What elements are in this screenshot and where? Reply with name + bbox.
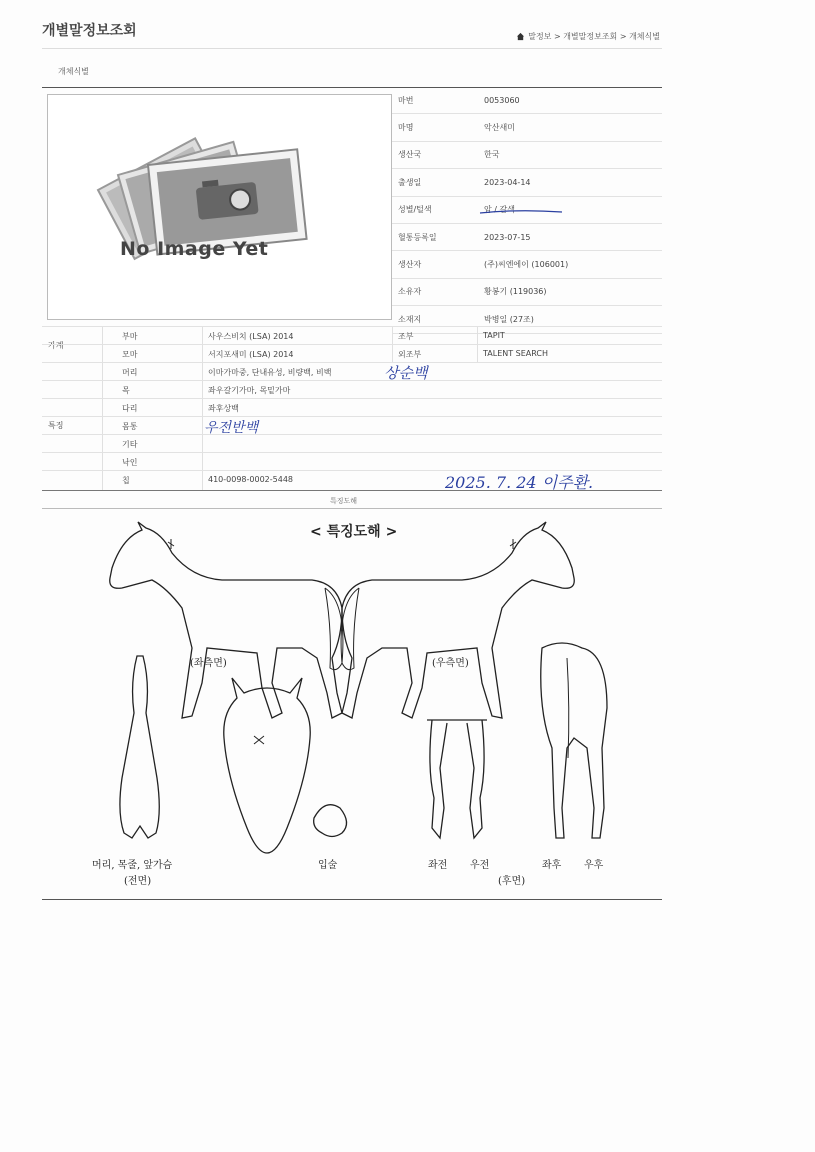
- info-key: 소유자: [392, 278, 478, 305]
- label-rear-view: (후면): [498, 876, 526, 887]
- pedigree-key2: 외조부: [398, 350, 422, 359]
- pedigree-key2: 조부: [398, 332, 414, 341]
- info-key: 출생일: [392, 169, 478, 196]
- pedigree-row: [42, 344, 662, 363]
- info-value: 암 / 갈색: [478, 196, 662, 223]
- feature-label: 칩: [122, 476, 130, 485]
- info-key: 마명: [392, 114, 478, 141]
- label-left-side: (좌측면): [190, 658, 227, 669]
- info-row: [392, 87, 662, 114]
- features-group-label: 특징: [48, 421, 64, 430]
- pedigree-value: 사우스비치 (LSA) 2014: [208, 332, 294, 341]
- page-title: 개별말정보조회: [42, 23, 137, 39]
- info-key: 생산자: [392, 251, 478, 278]
- feature-label: 머리: [122, 368, 138, 377]
- pedigree-row: [42, 326, 662, 345]
- info-value: 황봉기 (119036): [478, 278, 662, 305]
- info-row: [392, 169, 662, 196]
- label-front-right: 우전: [470, 860, 490, 871]
- info-value: 2023-04-14: [478, 169, 662, 196]
- info-value: 박병일 (27조): [478, 306, 662, 333]
- label-hind-left: 좌후: [542, 860, 562, 871]
- diagram-title: < 특징도해 >: [310, 524, 398, 540]
- feature-label: 다리: [122, 404, 138, 413]
- feature-label: 낙인: [122, 458, 138, 467]
- label-hind-right: 우후: [584, 860, 604, 871]
- handwritten-body-note: 우전반백: [204, 420, 259, 436]
- horse-diagram-drawing: [42, 508, 662, 898]
- info-row: [392, 223, 662, 250]
- label-front-left: 좌전: [428, 860, 448, 871]
- label-right-side: (우측면): [432, 658, 469, 669]
- pedigree-features-grid: [42, 326, 662, 491]
- handwritten-signature: 2025. 7. 24 이주환.: [445, 473, 594, 492]
- info-key: 소재지: [392, 306, 478, 333]
- diagram-caption: 특징도해: [330, 497, 358, 505]
- pedigree-value2: TAPIT: [483, 331, 505, 340]
- label-front-view: (전면): [124, 876, 152, 887]
- pedigree-label: 부마: [122, 332, 138, 341]
- handwritten-underline: [478, 207, 568, 217]
- feature-row: [42, 452, 662, 471]
- pedigree-value: 서지포새미 (LSA) 2014: [208, 350, 294, 359]
- feature-value: 좌후상백: [208, 404, 239, 413]
- pedigree-group-label: 가계: [48, 341, 64, 350]
- info-key: 생산국: [392, 141, 478, 168]
- info-value: 0053060: [478, 87, 662, 114]
- pedigree-value2: TALENT SEARCH: [483, 349, 549, 358]
- info-key: 마번: [392, 87, 478, 114]
- info-value: 악산새미: [478, 114, 662, 141]
- photo-stack-icon: [48, 95, 391, 319]
- horse-left-side-figure: [110, 522, 343, 718]
- label-lips: 입술: [318, 860, 338, 871]
- feature-label: 몸통: [122, 422, 138, 431]
- feature-value: 이마가마중, 단내유성, 비량백, 비백: [208, 368, 332, 377]
- breadcrumb: [516, 31, 660, 42]
- home-icon[interactable]: [516, 32, 525, 41]
- front-legs-figure: [427, 720, 487, 838]
- info-row: [392, 278, 662, 305]
- info-row: [392, 114, 662, 141]
- info-row: [392, 251, 662, 278]
- info-row: [392, 141, 662, 168]
- feature-row: [42, 416, 662, 435]
- info-value: 한국: [478, 141, 662, 168]
- horse-photo-placeholder: [47, 94, 392, 320]
- horse-right-side-figure: [341, 522, 574, 718]
- feature-value: 좌우갈기가마, 목밑가마: [208, 386, 291, 395]
- feature-row: [42, 380, 662, 399]
- feature-label: 기타: [122, 440, 138, 449]
- feature-value: 410-0098-0002-5448: [208, 475, 294, 484]
- horse-rear-figure: [541, 643, 607, 838]
- info-key: 혈통등록일: [392, 223, 478, 250]
- info-value: 2023-07-15: [478, 223, 662, 250]
- handwritten-head-note: 상순백: [384, 364, 428, 382]
- horse-lips-figure: [314, 805, 347, 837]
- info-key: 성별/털색: [392, 196, 478, 223]
- feature-row: [42, 398, 662, 417]
- section-header: [42, 48, 662, 88]
- feature-row: [42, 362, 662, 381]
- label-front-parts: 머리, 목줄, 앞가슴: [92, 860, 173, 871]
- no-image-text: No Image Yet: [120, 238, 269, 260]
- info-value: (주)씨엔에이 (106001): [478, 251, 662, 278]
- feature-row: [42, 434, 662, 453]
- pedigree-label: 모마: [122, 350, 138, 359]
- section-title: 개체식별: [58, 67, 89, 76]
- horse-front-neck-figure: [120, 656, 159, 838]
- feature-label: 목: [122, 386, 130, 395]
- breadcrumb-text[interactable]: 말정보 > 개별말정보조회 > 개체식별: [528, 32, 660, 41]
